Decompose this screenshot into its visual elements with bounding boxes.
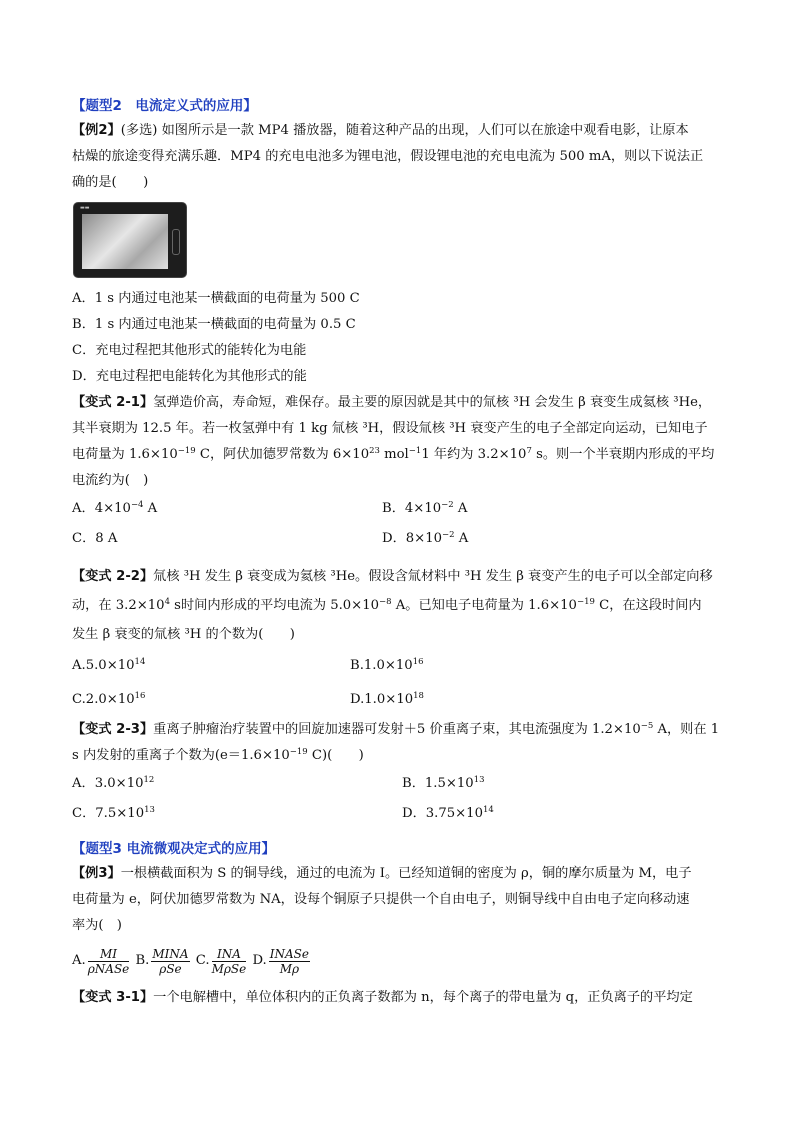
stem-line: (多选) 如图所示是一款 MP4 播放器，随着这种产品的出现，人们可以在旅途中观看电影，让原本 [120,123,689,138]
option-d: D．充电过程把电能转化为其他形式的能 [72,369,307,384]
stem-line: 氚核 ³H 发生 β 衰变成为氦核 ³He。假设含氚材料中 ³H 发生 β 衰变产生的电子可以全部定向移 [153,569,713,584]
variant-2-1 [72,390,732,554]
stem-line: 其半衰期为 12.5 年。若一枚氢弹中有 1 kg 氚核 ³H，假设氚核 ³H 衰变产生的电子全部定向运动，已知电子 [72,421,708,436]
brand-mark: ▬▬ [80,205,90,211]
options-row [72,769,732,799]
option-a: $A.5.0\times 10^{14}$ [72,657,146,673]
example-tag: 【例2】 [72,123,121,138]
option-d: D．$8\times 10^{-2}$ A [382,530,469,546]
option-d: D．$3.75\times 10^{14}$ [402,805,494,821]
option-c: C．$7.5\times 10^{13}$ [72,805,155,821]
option-c: $C.2.0\times 10^{16}$ [72,691,146,707]
stem-line: 确的是( ) [72,175,149,190]
options-row [72,494,692,524]
option-b-fraction: $\frac{\text{MINA}}{\text{ρSe}}$ [152,946,189,976]
stem-line: 枯燥的旅途变得充满乐趣．MP4 的充电电池多为锂电池，假设锂电池的充电电流为 500 mA，则以下说法正 [72,149,704,164]
stem-line: 率为( ) [72,918,122,933]
player-screen [82,214,168,269]
variant-2-2 [72,562,732,717]
options-row [72,683,732,717]
section-heading-type2: 【题型2 电流定义式的应用】 [72,98,257,114]
option-d-label: D. [252,953,267,968]
variant-tag: 【变式 2-1】 [72,395,154,410]
variant-3-1 [72,985,732,1011]
worksheet-page [72,96,732,1011]
variant-tag: 【变式 2-3】 [72,722,154,737]
stem-line: 一根横截面积为 S 的铜导线，通过的电流为 I。已经知道铜的密度为 ρ，铜的摩尔质量为 M，电子 [120,866,692,881]
option-b: B．1 s 内通过电池某一横截面的电荷量为 0.5 C [72,317,356,332]
fraction-options [72,941,732,981]
variant-2-2-stem [72,562,732,649]
options-row [72,524,692,554]
option-c: C．8 A [72,531,118,546]
example-3-stem [72,861,732,939]
example-2-stem [72,118,732,196]
options-row [72,799,732,829]
variant-tag: 【变式 2-2】 [72,569,154,584]
option-c-label: C. [195,953,210,968]
stem-line: 电流约为( ) [72,473,149,488]
stem-line: 电荷量为 $1.6\times 10^{-19}$ C，阿伏加德罗常数为 $6\times 10^{23}$ mol$^{-1}$1 年约为 $3.2\times 10^7$ s。则一个半衰期内形成的平均 [72,446,715,462]
stem-line: s 内发射的重离子个数为($e=1.6\times 10^{-19}$ C)( ) [72,747,364,763]
example-3 [72,861,732,981]
option-a-label: A. [72,953,86,968]
option-b: B．$4\times 10^{-2}$ A [382,500,468,516]
options-row [72,649,732,683]
variant-2-1-stem [72,390,732,494]
option-a: A．$3.0\times 10^{12}$ [72,775,155,791]
section-heading-type3: 【题型3 电流微观决定式的应用】 [72,841,276,857]
option-b: B．$1.5\times 10^{13}$ [402,775,485,791]
stem-line: 氢弹造价高，寿命短，难保存。最主要的原因就是其中的氚核 ³H 会发生 β 衰变生成氦核 ³He， [153,395,712,410]
option-c: C．充电过程把其他形式的能转化为电能 [72,343,307,358]
option-a: A．$4\times 10^{-4}$ A [72,500,158,516]
stem-line: 动，在 $3.2\times 10^4$ s时间内形成的平均电流为 $5.0\times 10^{-8}$ A。已知电子电荷量为 $1.6\times 10^{-19}$ C，在这段时间内 [72,597,702,613]
stem-line: 电荷量为 e，阿伏加德罗常数为 NA，设每个铜原子只提供一个自由电子，则铜导线中自由电子定向移动速 [72,892,690,907]
mp4-player-image [73,202,187,278]
stem-line: 一个电解槽中，单位体积内的正负离子数都为 n，每个离子的带电量为 q，正负离子的平均定 [153,990,693,1005]
variant-3-1-stem [72,985,732,1011]
stem-line: 重离子肿瘤治疗装置中的回旋加速器可发射＋5 价重离子束，其电流强度为 $1.2\times 10^{-5}$ A，则在 1 [153,721,720,737]
option-a-fraction: $\frac{MI}{\text{ρNASe}}$ [87,946,130,976]
option-d-fraction: $\frac{\text{INASe}}{M\rho}$ [269,946,309,976]
option-c-fraction: $\frac{\text{INA}}{\text{MρSe}}$ [211,946,247,976]
option-b-label: B. [135,953,150,968]
variant-2-3 [72,717,732,829]
option-d: $D.1.0\times 10^{18}$ [350,691,424,707]
variant-2-3-stem [72,717,732,769]
player-button [172,229,180,255]
stem-line: 发生 β 衰变的氚核 ³H 的个数为( ) [72,627,295,642]
example-2 [72,118,732,390]
option-a: A．1 s 内通过电池某一横截面的电荷量为 500 C [72,291,360,306]
example-tag: 【例3】 [72,866,121,881]
option-b: $B.1.0\times 10^{16}$ [350,657,424,673]
variant-tag: 【变式 3-1】 [72,990,154,1005]
